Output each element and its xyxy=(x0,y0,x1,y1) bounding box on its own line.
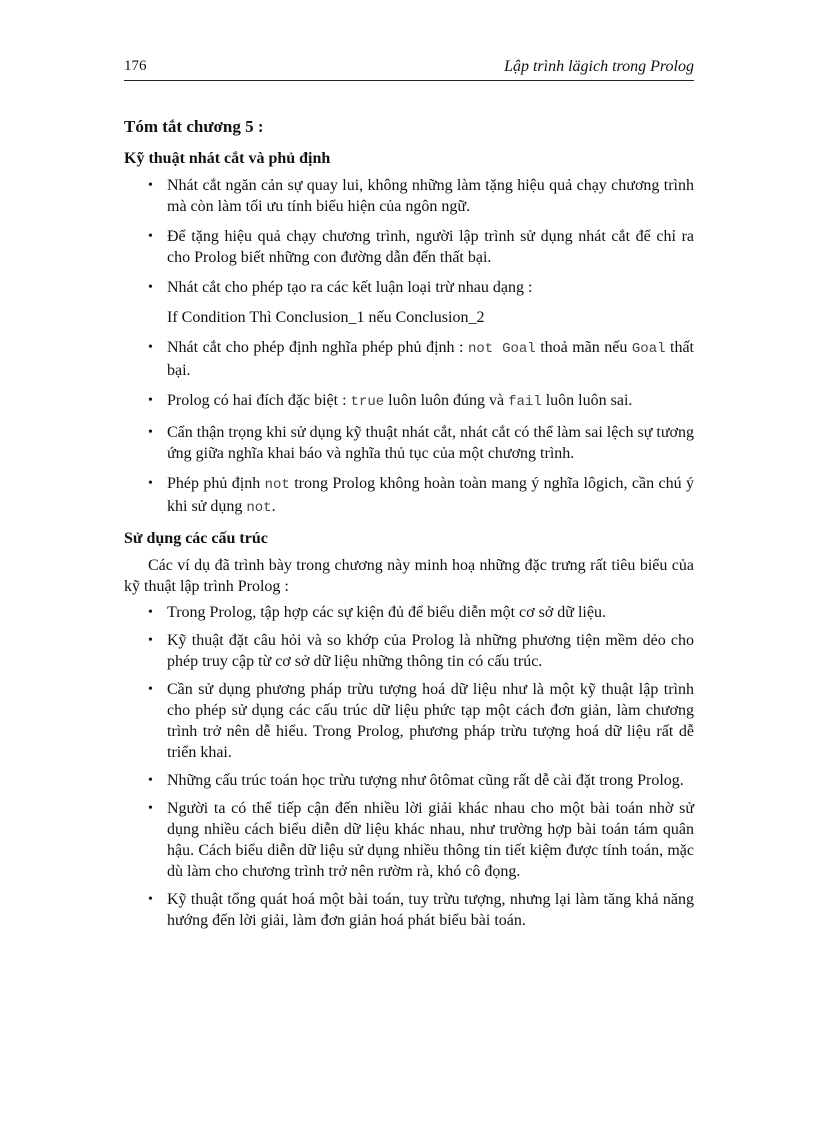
list-item xyxy=(124,175,694,217)
section-title-cut-negation: Kỹ thuật nhát cắt và phủ định xyxy=(124,150,331,167)
list-item-text: Để tặng hiệu quả chạy chương trình, người lập trình sử dụng nhát cắt để chỉ ra cho Prolog biết những con đường dẫn đến thất bại. xyxy=(167,228,694,266)
bullet-icon: • xyxy=(148,682,153,697)
list-item-text: Nhát cắt ngăn cản sự quay lui, không những làm tặng hiệu quả chạy chương trình mà còn làm tối ưu tính biểu hiện của ngôn ngữ. xyxy=(167,177,694,215)
list-item xyxy=(124,630,694,672)
bullet-icon: • xyxy=(148,773,153,788)
bullet-icon: • xyxy=(148,178,153,193)
code-not-goal: not Goal xyxy=(467,341,536,357)
list-item-text: Nhát cắt cho phép tạo ra các kết luận loại trừ nhau dạng : xyxy=(167,279,533,296)
bullet-icon: • xyxy=(148,476,153,491)
bullet-icon: • xyxy=(148,633,153,648)
bullet-icon: • xyxy=(148,229,153,244)
code-not: not xyxy=(246,500,272,516)
page-content xyxy=(124,116,694,938)
bullet-icon: • xyxy=(148,892,153,907)
text-part: . xyxy=(271,498,276,515)
list-item-text: Cẩn thận trọng khi sử dụng kỹ thuật nhát cắt, nhát cắt có thể làm sai lệch sự tương ứng giữa nghĩa khai báo và nghĩa thủ tục của một chương trình. xyxy=(167,424,694,462)
text-part: Prolog có hai đích đặc biệt : xyxy=(167,392,351,409)
list-item-text: Kỹ thuật đặt câu hỏi và so khớp của Prolog là những phương tiện mềm dẻo cho phép truy cập từ cơ sở dữ liệu những thông tin có cấu trúc. xyxy=(167,632,694,670)
list-item xyxy=(124,798,694,882)
section-title-structures: Sử dụng các cấu trúc xyxy=(124,530,268,547)
list-item xyxy=(124,226,694,268)
code-not: not xyxy=(264,477,290,493)
text-part: thất bại. xyxy=(167,339,694,379)
chapter-summary-title: Tóm tắt chương 5 : xyxy=(124,117,264,136)
list-item xyxy=(124,390,694,413)
bullet-icon: • xyxy=(148,605,153,620)
text-part: luôn luôn sai. xyxy=(541,392,633,409)
text-part: luôn luôn đúng và xyxy=(384,392,509,409)
bullet-icon: • xyxy=(148,280,153,295)
list-item-text: Trong Prolog, tập hợp các sự kiện đủ để biểu diễn một cơ sở dữ liệu. xyxy=(167,604,606,621)
bullet-icon: • xyxy=(148,801,153,816)
list-item xyxy=(124,337,694,381)
running-title: Lập trình lägich trong Prolog xyxy=(504,58,694,75)
text-part: Nhát cắt cho phép định nghĩa phép phủ định : xyxy=(167,339,468,356)
list-item xyxy=(124,473,694,519)
list-item-text: Người ta có thể tiếp cận đến nhiều lời giải khác nhau cho một bài toán nhờ sử dụng nhiều cách biểu diễn dữ liệu khác nhau, như trường hợp bài toán tám quân hậu. Cách biểu diễn dữ liệu sử dụng nhiều thông tin tiết kiệm được tính toán, mặc dù làm cho chương trình trở nên rườm rà, khó cô đọng. xyxy=(167,800,694,880)
text-part: thoả mãn nếu xyxy=(535,339,632,356)
section2-intro: Các ví dụ đã trình bày trong chương này minh hoạ những đặc trưng rất tiêu biểu của kỹ thuật lập trình Prolog : xyxy=(124,557,694,595)
section1-list xyxy=(124,175,694,298)
code-true: true xyxy=(350,394,385,410)
list-item xyxy=(124,422,694,464)
condition-line: If Condition Thì Conclusion_1 nếu Conclusion_2 xyxy=(167,309,485,326)
list-item xyxy=(124,679,694,763)
section2-list xyxy=(124,602,694,931)
list-item xyxy=(124,602,694,623)
code-fail: fail xyxy=(508,394,542,410)
list-item xyxy=(124,889,694,931)
list-item-text: Những cấu trúc toán học trừu tượng như ôtômat cũng rất dễ cài đặt trong Prolog. xyxy=(167,772,684,789)
bullet-icon: • xyxy=(148,425,153,440)
list-item-text: Kỹ thuật tổng quát hoá một bài toán, tuy trừu tượng, nhưng lại làm tăng khả năng hướng đến lời giải, làm đơn giản hoá phát biểu bài toán. xyxy=(167,891,694,929)
list-item xyxy=(124,770,694,791)
bullet-icon: • xyxy=(148,340,153,355)
section1-list-cont xyxy=(124,337,694,519)
list-item xyxy=(124,277,694,298)
bullet-icon: • xyxy=(148,393,153,408)
text-part: Phép phủ định xyxy=(167,475,265,492)
text-part: trong Prolog không hoàn toàn mang ý nghĩa lôgich, cần chú ý khi sử dụng xyxy=(167,475,695,515)
page-header xyxy=(124,58,694,81)
list-item-text: Cần sử dụng phương pháp trừu tượng hoá dữ liệu như là một kỹ thuật lập trình cho phép sử dụng các cấu trúc dữ liệu phức tạp một cách đơn giản, làm chương trình trở nên dễ hiểu. Trong Prolog, phương pháp trừu tượng hoá dữ liệu rất dễ triển khai. xyxy=(167,681,694,761)
page-number: 176 xyxy=(124,58,147,74)
code-goal: Goal xyxy=(631,341,666,357)
